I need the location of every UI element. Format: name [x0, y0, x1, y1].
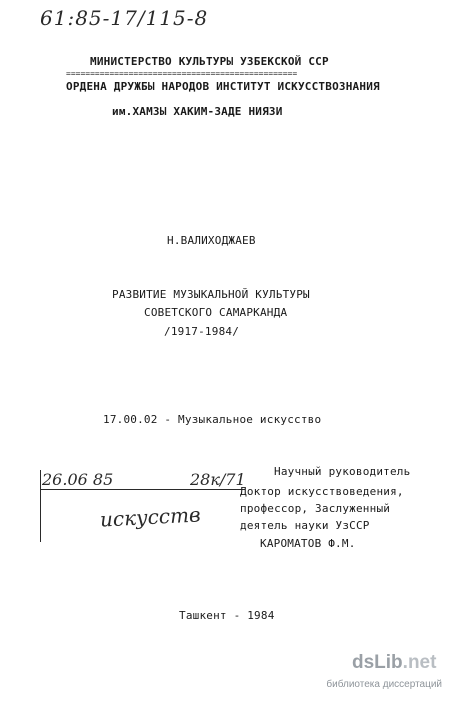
supervisor-degree: Доктор искусствоведения, [240, 485, 404, 498]
specialty-code: 17.00.02 - Музыкальное искусство [103, 413, 322, 426]
dslib-watermark-logo [326, 652, 445, 696]
supervisor-name: КАРОМАТОВ Ф.М. [260, 537, 356, 550]
author-name: Н.ВАЛИХОДЖАЕВ [167, 234, 256, 247]
supervisor-rank: профессор, Заслуженный [240, 502, 391, 515]
ministry-heading: МИНИСТЕРСТВО КУЛЬТУРЫ УЗБЕКСКОЙ ССР [90, 55, 329, 68]
place-year: Ташкент - 1984 [179, 609, 275, 622]
handwritten-word: искусств [99, 502, 202, 532]
institute-heading: ОРДЕНА ДРУЖБЫ НАРОДОВ ИНСТИТУТ ИСКУССТВОЗНАНИЯ [66, 80, 380, 93]
title-years: /1917-1984/ [164, 325, 240, 338]
watermark-brand-main: dsLib [352, 652, 403, 673]
handwritten-date: 26.06 85 [42, 470, 114, 489]
watermark-brand-tld: .net [402, 652, 437, 673]
supervisor-label: Научный руководитель [274, 465, 411, 478]
supervisor-title: деятель науки УзССР [240, 519, 370, 532]
handwritten-number: 28к/71 [190, 470, 246, 489]
handwritten-underline [40, 489, 245, 490]
handwritten-frame-left [40, 470, 41, 542]
title-line-2: СОВЕТСКОГО САМАРКАНДА [144, 306, 288, 319]
institute-name: им.ХАМЗЫ ХАКИМ-ЗАДЕ НИЯЗИ [112, 105, 283, 118]
watermark-brand [352, 652, 436, 674]
archive-number: 61:85-17/115-8 [40, 6, 209, 30]
watermark-tagline: библиотека диссертаций [326, 679, 442, 690]
title-line-1: РАЗВИТИЕ МУЗЫКАЛЬНОЙ КУЛЬТУРЫ [112, 288, 310, 301]
header-separator: ================================================ [66, 70, 298, 76]
